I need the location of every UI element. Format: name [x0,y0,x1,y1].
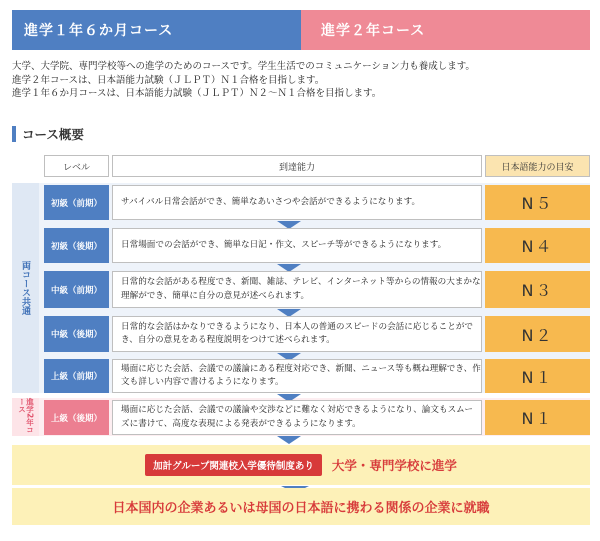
section-marker [12,126,16,142]
jlpt-grade: N１ [485,400,590,435]
ability-description: 日常的な会話がある程度でき、新聞、雑誌、テレビ、インターネット等からの情報の大まかな理解ができ、簡単に自分の意見が述べられます。 [112,271,482,308]
preferential-admission-badge: 加計グループ関連校入学優待制度あり [145,454,322,476]
intro-line: 大学、大学院、専門学校等への進学のためのコースです。学生生活でのコミュニケーション力も養成します。 [12,61,475,72]
header-jlpt: 日本語能力の目安 [485,155,590,177]
intro-line: 進学２年コースは、日本語能力試験（ＪＬＰＴ）Ｎ１合格を目指します。 [12,74,325,86]
jlpt-grade: N５ [485,185,590,220]
ability-description: 場面に応じた会話、会議での議論にある程度対応でき、新聞、ニュース等も概ね理解でき、作文も詳しい内容で書けるようになります。 [112,359,482,393]
course-row [44,316,590,352]
level-badge: 中級（前期） [44,271,109,308]
level-badge: 初級（前期） [44,185,109,220]
course-row [44,271,590,308]
course-row [44,185,590,220]
course-row [44,359,590,393]
level-badge: 初級（後期） [44,228,109,263]
outcome-university-text: 大学・専門学校に進学 [331,458,457,473]
course-row [44,400,590,435]
outcome-university-band [12,445,590,485]
down-arrow-icon [277,436,301,444]
ability-description: サバイバル日常会話ができ、簡単なあいさつや会話ができるようになります。 [112,185,482,220]
ability-description: 日常的な会話はかなりできるようになり、日本人の普通のスピードの会話に応じることができ、自分の意見をある程度説明をつけて述べられます。 [112,316,482,352]
intro-text [12,60,590,101]
jlpt-grade: N４ [485,228,590,263]
level-badge: 中級（後期） [44,316,109,352]
header-level: レベル [44,155,109,177]
level-badge: 上級（前期） [44,359,109,393]
course-tabs [12,10,590,50]
intro-line: 進学１年６か月コースは、日本語能力試験（ＪＬＰＴ）Ｎ２～Ｎ１合格を目指します。 [12,88,382,99]
header-ability: 到達能力 [112,155,482,177]
tab-2year-course[interactable]: 進学２年コース [301,10,590,50]
course-row [44,228,590,263]
section-title-text: コース概要 [22,127,84,142]
side-label-two-year: 進学2年コース [12,398,39,436]
jlpt-grade: N２ [485,316,590,352]
outcome-employment-text: 日本国内の企業あるいは母国の日本語に携わる関係の企業に就職 [112,501,490,516]
jlpt-grade: N１ [485,359,590,393]
section-title [12,124,84,144]
ability-description: 日常場面での会話ができ、簡単な日記・作文、スピーチ等ができるようになります。 [112,228,482,263]
ability-description: 場面に応じた会話、会議での議論や交渉などに難なく対応できるようになり、論文もスムーズに書けて、高度な表現による発表ができるようになります。 [112,400,482,435]
side-label-common: 両コース共通 [12,183,39,393]
jlpt-grade: N３ [485,271,590,308]
level-badge: 上級（後期） [44,400,109,435]
outcome-employment-band [12,488,590,525]
tab-1year6month-course[interactable]: 進学１年６か月コース [12,10,301,50]
